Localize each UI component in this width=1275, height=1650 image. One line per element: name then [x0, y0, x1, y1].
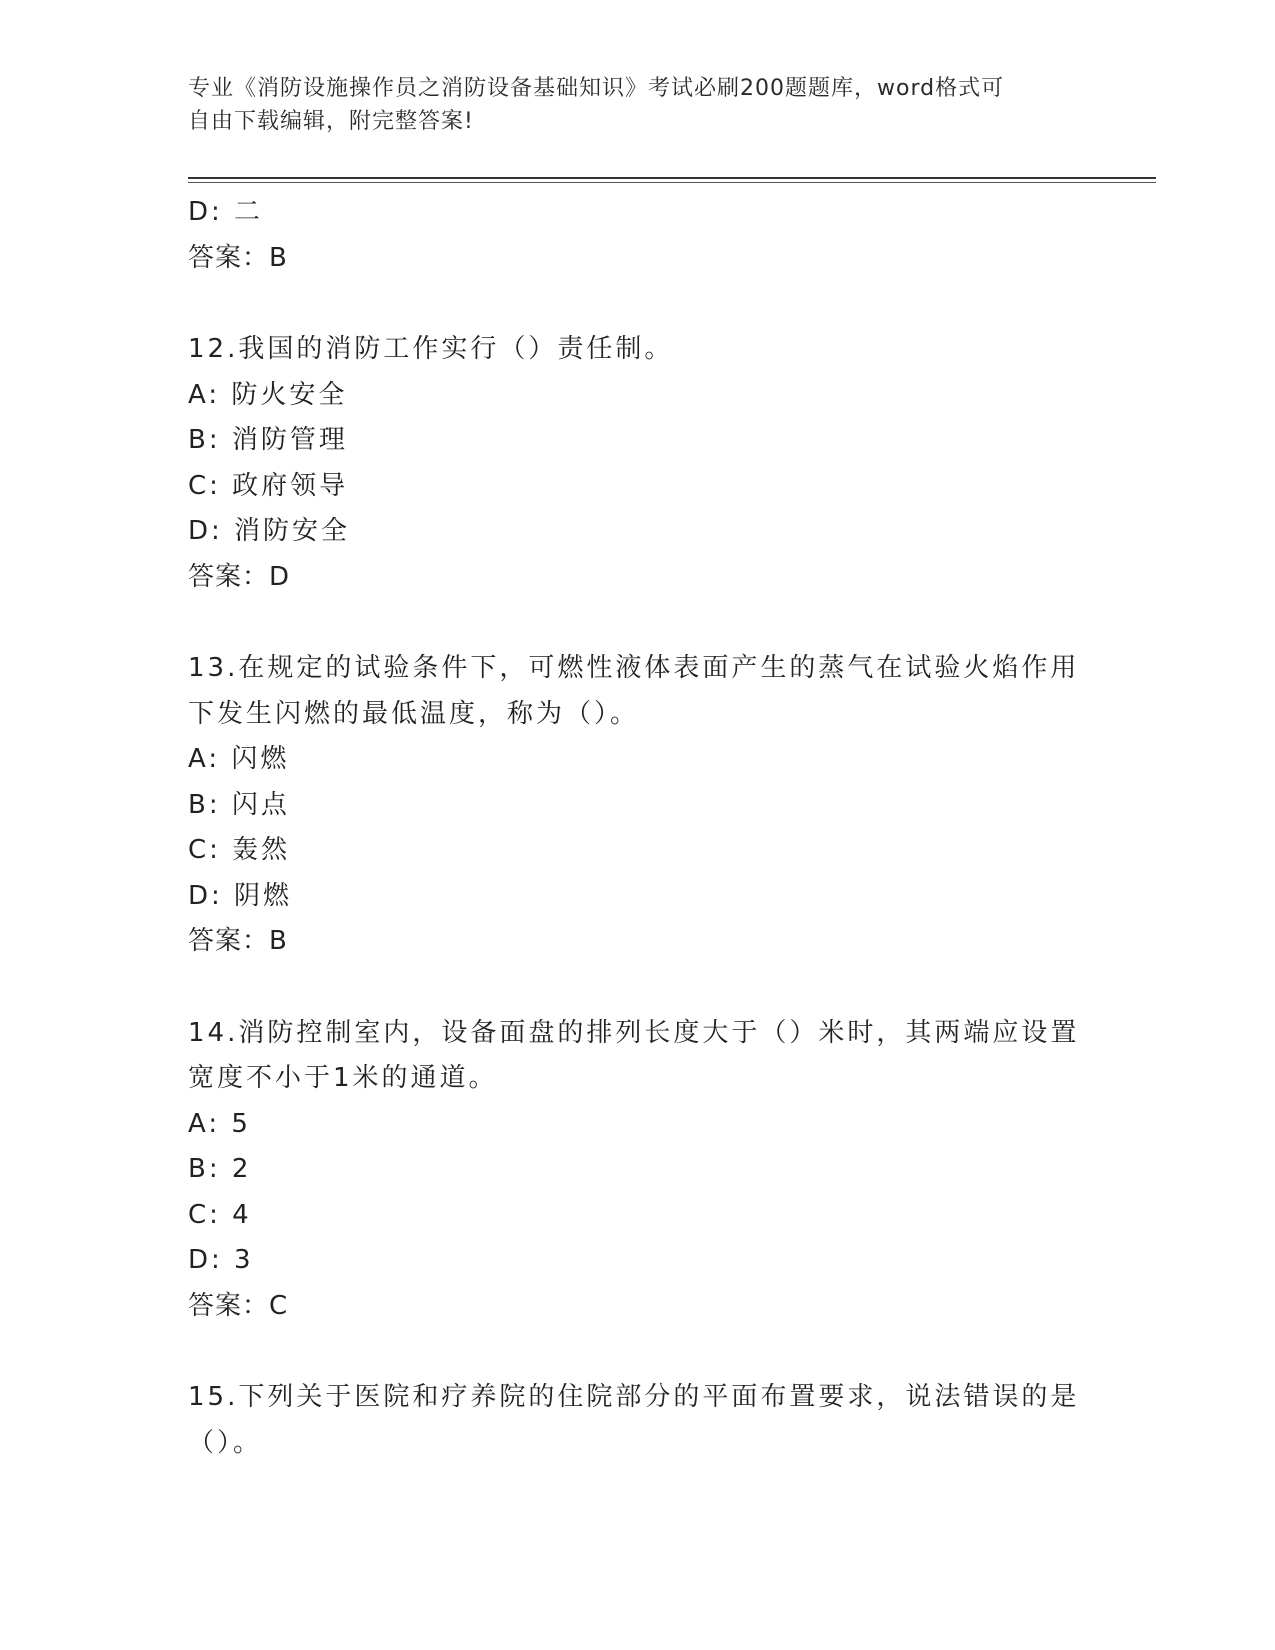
header-divider-thick	[188, 177, 1156, 179]
question-text-continued: （）。	[188, 1427, 263, 1458]
header-line-1: 专业《消防设施操作员之消防设备基础知识》考试必刷200题题库，word格式可	[188, 76, 1005, 101]
page-header	[188, 72, 1068, 138]
question-text: 12.我国的消防工作实行（）责任制。	[188, 334, 674, 364]
option-a: A: 闪燃	[188, 744, 290, 774]
question-text: 15.下列关于医院和疗养院的住院部分的平面布置要求，说法错误的是	[188, 1382, 1080, 1412]
option-d: D: 3	[188, 1245, 254, 1275]
option-c: C: 轰然	[188, 835, 291, 865]
spacer	[188, 1329, 1088, 1375]
answer-line: 答案：D	[188, 561, 291, 592]
option-b: B: 消防管理	[188, 425, 348, 455]
header-line-2: 自由下载编辑，附完整答案!	[188, 109, 474, 134]
header-divider-thin	[188, 182, 1156, 183]
option-a: A: 防火安全	[188, 379, 348, 410]
question-text: 14.消防控制室内，设备面盘的排列长度大于（）米时，其两端应设置	[188, 1017, 1080, 1048]
option-c: C: 4	[188, 1199, 252, 1230]
spacer	[188, 281, 1088, 327]
option-b: B: 闪点	[188, 789, 290, 820]
question-text-continued: 下发生闪燃的最低温度，称为（）。	[188, 698, 640, 729]
spacer	[188, 965, 1088, 1011]
option-d: D: 阴燃	[188, 880, 293, 911]
spacer	[188, 600, 1088, 646]
answer-line: 答案：C	[188, 1290, 289, 1321]
option-c: C: 政府领导	[188, 470, 349, 501]
option-d: D: 二	[188, 197, 264, 227]
answer-line: 答案：B	[188, 926, 288, 956]
question-text: 13.在规定的试验条件下，可燃性液体表面产生的蒸气在试验火焰作用	[188, 653, 1080, 683]
option-b: B: 2	[188, 1154, 252, 1184]
question-text-continued: 宽度不小于1米的通道。	[188, 1063, 498, 1093]
question-content	[188, 190, 1088, 1466]
option-a: A: 5	[188, 1108, 251, 1139]
option-d: D: 消防安全	[188, 516, 351, 546]
answer-line: 答案：B	[188, 242, 288, 273]
